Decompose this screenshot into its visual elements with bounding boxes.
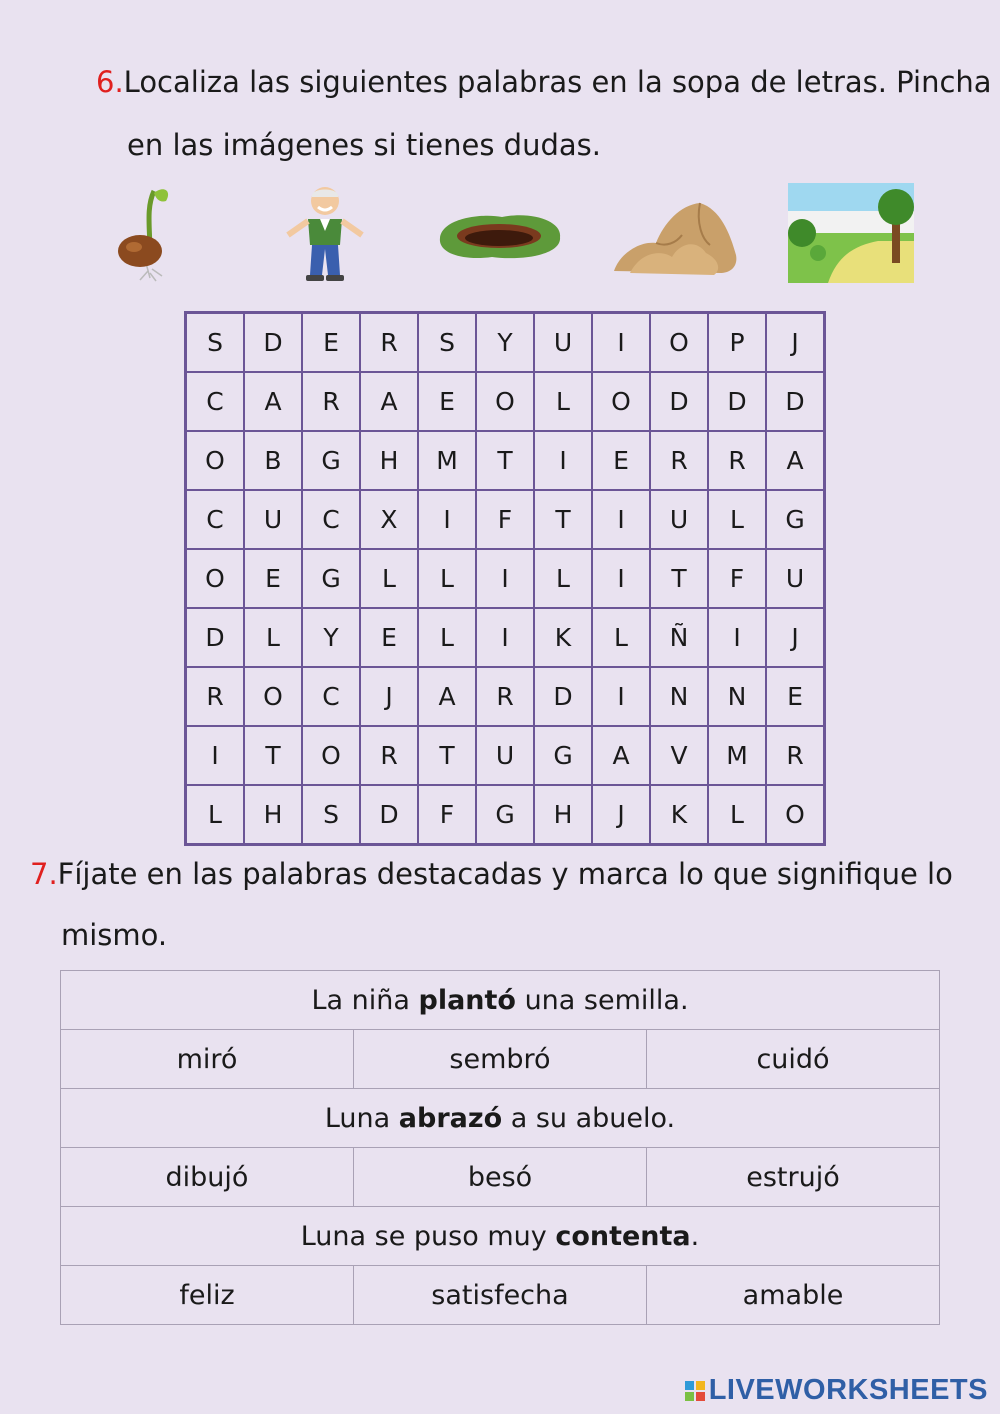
grid-cell[interactable]: C: [302, 490, 360, 549]
grid-cell[interactable]: E: [244, 549, 302, 608]
grid-cell[interactable]: R: [708, 431, 766, 490]
grid-cell[interactable]: I: [592, 549, 650, 608]
seed-sprout-icon[interactable]: [110, 183, 190, 283]
grid-cell[interactable]: O: [244, 667, 302, 726]
grid-cell[interactable]: N: [650, 667, 708, 726]
grid-cell[interactable]: L: [708, 490, 766, 549]
grid-cell[interactable]: S: [186, 313, 245, 373]
option-cell[interactable]: satisfecha: [354, 1266, 647, 1325]
grid-cell[interactable]: I: [186, 726, 245, 785]
grid-cell[interactable]: R: [302, 372, 360, 431]
grandfather-icon[interactable]: [280, 183, 370, 283]
grid-row: [186, 431, 825, 490]
grid-cell[interactable]: G: [476, 785, 534, 845]
sentence: [61, 971, 940, 1030]
sentence-before: La niña: [311, 984, 419, 1016]
grid-cell[interactable]: M: [418, 431, 476, 490]
grid-cell[interactable]: D: [534, 667, 592, 726]
option-cell[interactable]: dibujó: [61, 1148, 354, 1207]
grid-cell[interactable]: R: [476, 667, 534, 726]
option-cell[interactable]: miró: [61, 1030, 354, 1089]
grid-cell[interactable]: A: [592, 726, 650, 785]
word-search-grid[interactable]: [184, 311, 826, 846]
grid-cell[interactable]: F: [476, 490, 534, 549]
grid-cell[interactable]: E: [302, 313, 360, 373]
grid-cell[interactable]: F: [418, 785, 476, 845]
grid-cell[interactable]: O: [476, 372, 534, 431]
sentence: [61, 1089, 940, 1148]
sentence-row: [61, 971, 940, 1030]
grid-cell[interactable]: S: [302, 785, 360, 845]
grid-cell[interactable]: D: [186, 608, 245, 667]
grid-cell[interactable]: J: [766, 608, 825, 667]
grid-cell[interactable]: G: [534, 726, 592, 785]
grid-cell[interactable]: R: [360, 726, 418, 785]
sentence-before: Luna se puso muy: [300, 1220, 556, 1252]
grid-cell[interactable]: L: [186, 785, 245, 845]
grid-cell[interactable]: U: [534, 313, 592, 373]
sentence-after: .: [690, 1220, 700, 1252]
grid-cell[interactable]: E: [418, 372, 476, 431]
grid-cell[interactable]: D: [766, 372, 825, 431]
grid-cell[interactable]: T: [244, 726, 302, 785]
grid-cell[interactable]: Y: [476, 313, 534, 373]
q6-number: 6.: [96, 65, 124, 99]
grid-cell[interactable]: R: [766, 726, 825, 785]
grid-cell[interactable]: A: [360, 372, 418, 431]
grid-cell[interactable]: V: [650, 726, 708, 785]
grid-cell[interactable]: G: [302, 549, 360, 608]
grid-cell[interactable]: U: [244, 490, 302, 549]
grid-cell[interactable]: R: [360, 313, 418, 373]
grid-cell[interactable]: S: [418, 313, 476, 373]
grid-cell[interactable]: G: [766, 490, 825, 549]
grid-cell[interactable]: E: [592, 431, 650, 490]
sentence-row: [61, 1089, 940, 1148]
grid-row: [186, 490, 825, 549]
grid-cell[interactable]: D: [244, 313, 302, 373]
grid-cell[interactable]: U: [650, 490, 708, 549]
options-row: [61, 1148, 940, 1207]
q7-instruction-line2: mismo.: [61, 918, 168, 952]
sentence-after: a su abuelo.: [502, 1102, 676, 1134]
grid-cell[interactable]: I: [592, 490, 650, 549]
q7-instruction-line1: 7.Fíjate en las palabras destacadas y marca lo que signifique lo: [30, 857, 953, 891]
grid-cell[interactable]: U: [476, 726, 534, 785]
grid-cell[interactable]: J: [592, 785, 650, 845]
grid-cell[interactable]: C: [302, 667, 360, 726]
logo-icon: [685, 1381, 705, 1401]
grid-cell[interactable]: G: [302, 431, 360, 490]
sentence-before: Luna: [324, 1102, 399, 1134]
grid-cell[interactable]: L: [592, 608, 650, 667]
grid-cell[interactable]: R: [650, 431, 708, 490]
option-cell[interactable]: feliz: [61, 1266, 354, 1325]
highlighted-word: contenta: [555, 1220, 691, 1252]
grid-cell[interactable]: N: [708, 667, 766, 726]
sand-pile-icon[interactable]: [610, 183, 740, 283]
grid-cell[interactable]: O: [186, 431, 245, 490]
option-cell[interactable]: amable: [647, 1266, 940, 1325]
sentence-after: una semilla.: [515, 984, 689, 1016]
brand-name: LIVEWORKSHEETS: [708, 1374, 988, 1406]
grid-cell[interactable]: B: [244, 431, 302, 490]
grid-cell[interactable]: C: [186, 490, 245, 549]
grid-cell[interactable]: D: [360, 785, 418, 845]
grid-cell[interactable]: O: [766, 785, 825, 845]
grid-cell[interactable]: A: [244, 372, 302, 431]
grid-cell[interactable]: O: [592, 372, 650, 431]
q6-instruction-line1: 6.Localiza las siguientes palabras en la sopa de letras. Pincha: [96, 65, 992, 99]
grid-cell[interactable]: T: [534, 490, 592, 549]
grid-cell[interactable]: E: [360, 608, 418, 667]
grid-cell[interactable]: L: [708, 785, 766, 845]
grid-cell[interactable]: O: [186, 549, 245, 608]
grid-cell[interactable]: F: [708, 549, 766, 608]
option-cell[interactable]: besó: [354, 1148, 647, 1207]
grid-cell[interactable]: R: [186, 667, 245, 726]
grid-cell[interactable]: T: [476, 431, 534, 490]
grid-cell[interactable]: O: [650, 313, 708, 373]
sentence: [61, 1207, 940, 1266]
options-row: [61, 1030, 940, 1089]
grid-row: [186, 372, 825, 431]
grid-cell[interactable]: I: [476, 549, 534, 608]
grid-cell[interactable]: H: [534, 785, 592, 845]
grid-cell[interactable]: I: [534, 431, 592, 490]
grid-cell[interactable]: T: [418, 726, 476, 785]
grid-cell[interactable]: L: [418, 608, 476, 667]
option-cell[interactable]: estrujó: [647, 1148, 940, 1207]
hole-in-ground-icon[interactable]: [432, 183, 567, 283]
grid-cell[interactable]: A: [418, 667, 476, 726]
grid-cell[interactable]: Y: [302, 608, 360, 667]
grid-cell[interactable]: J: [360, 667, 418, 726]
grid-row: [186, 313, 825, 373]
grid-cell[interactable]: D: [708, 372, 766, 431]
grid-cell[interactable]: A: [766, 431, 825, 490]
highlighted-word: plantó: [418, 984, 516, 1016]
grid-cell[interactable]: I: [708, 608, 766, 667]
grid-row: [186, 726, 825, 785]
grid-cell[interactable]: K: [534, 608, 592, 667]
grid-cell[interactable]: T: [650, 549, 708, 608]
grid-cell[interactable]: M: [708, 726, 766, 785]
grid-cell[interactable]: Ñ: [650, 608, 708, 667]
options-row: [61, 1266, 940, 1325]
garden-icon[interactable]: [788, 183, 914, 283]
option-cell[interactable]: sembró: [354, 1030, 647, 1089]
grid-cell[interactable]: I: [592, 313, 650, 373]
grid-row: [186, 608, 825, 667]
grid-row: [186, 785, 825, 845]
grid-cell[interactable]: L: [418, 549, 476, 608]
grid-cell[interactable]: I: [418, 490, 476, 549]
grid-cell[interactable]: X: [360, 490, 418, 549]
grid-cell[interactable]: I: [476, 608, 534, 667]
grid-cell[interactable]: P: [708, 313, 766, 373]
grid-cell[interactable]: C: [186, 372, 245, 431]
grid-cell[interactable]: H: [360, 431, 418, 490]
grid-cell[interactable]: H: [244, 785, 302, 845]
grid-cell[interactable]: I: [592, 667, 650, 726]
grid-cell[interactable]: L: [534, 549, 592, 608]
grid-cell[interactable]: L: [534, 372, 592, 431]
q7-number: 7.: [30, 857, 58, 891]
grid-cell[interactable]: U: [766, 549, 825, 608]
grid-cell[interactable]: L: [360, 549, 418, 608]
synonym-table: [60, 970, 940, 1325]
option-cell[interactable]: cuidó: [647, 1030, 940, 1089]
liveworksheets-logo: [685, 1374, 988, 1407]
grid-cell[interactable]: K: [650, 785, 708, 845]
grid-row: [186, 667, 825, 726]
grid-row: [186, 549, 825, 608]
grid-cell[interactable]: L: [244, 608, 302, 667]
grid-cell[interactable]: O: [302, 726, 360, 785]
highlighted-word: abrazó: [398, 1102, 503, 1134]
q6-instruction-line2: en las imágenes si tienes dudas.: [127, 128, 601, 162]
grid-cell[interactable]: D: [650, 372, 708, 431]
grid-cell[interactable]: J: [766, 313, 825, 373]
grid-cell[interactable]: E: [766, 667, 825, 726]
sentence-row: [61, 1207, 940, 1266]
